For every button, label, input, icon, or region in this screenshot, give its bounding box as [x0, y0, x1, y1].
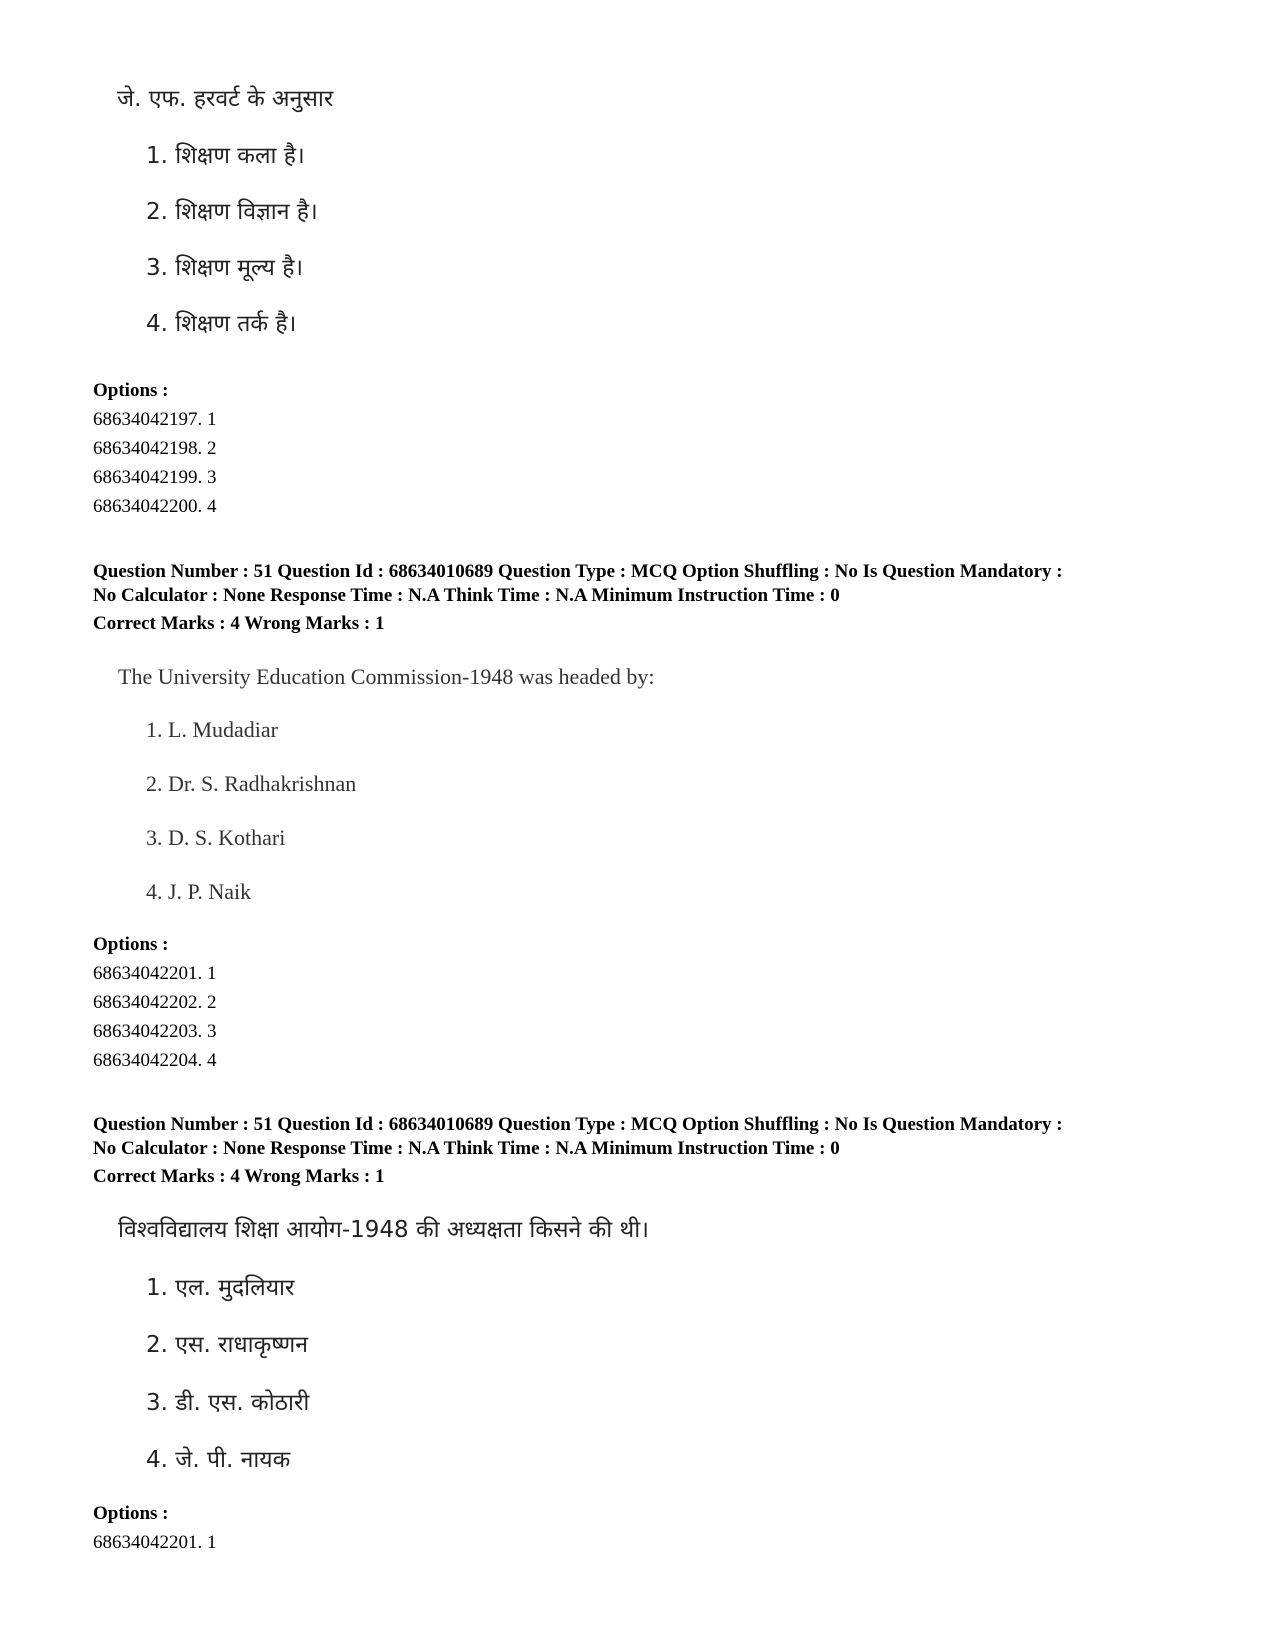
question-choice: 1. L. Mudadiar	[146, 717, 278, 742]
options-label: Options :	[93, 934, 169, 955]
option-row: 68634042201. 1	[93, 963, 217, 984]
question-choice: 2. शिक्षण विज्ञान है।	[146, 199, 318, 225]
option-row: 68634042202. 2	[93, 992, 217, 1013]
option-row: 68634042204. 4	[93, 1050, 217, 1071]
question-header: Question Number : 51 Question Id : 68634010689 Question Type : MCQ Option Shuffling : No Is Question Mandatory :	[93, 1114, 1063, 1135]
question-choice: 4. शिक्षण तर्क है।	[146, 311, 297, 337]
question-header: Question Number : 51 Question Id : 68634010689 Question Type : MCQ Option Shuffling : No Is Question Mandatory :	[93, 561, 1063, 582]
question-choice: 2. एस. राधाकृष्णन	[146, 1332, 309, 1358]
question-choice: 1. एल. मुदलियार	[146, 1275, 295, 1301]
option-row: 68634042199. 3	[93, 467, 217, 488]
question-header: No Calculator : None Response Time : N.A Think Time : N.A Minimum Instruction Time : 0	[93, 585, 840, 606]
question-marks: Correct Marks : 4 Wrong Marks : 1	[93, 613, 385, 634]
question-header: No Calculator : None Response Time : N.A Think Time : N.A Minimum Instruction Time : 0	[93, 1138, 840, 1159]
question-marks: Correct Marks : 4 Wrong Marks : 1	[93, 1166, 385, 1187]
options-label: Options :	[93, 1503, 169, 1524]
question-choice: 3. शिक्षण मूल्य है।	[146, 255, 304, 281]
question-stem: जे. एफ. हरवर्ट के अनुसार	[117, 86, 334, 112]
question-choice: 1. शिक्षण कला है।	[146, 143, 305, 169]
option-row: 68634042203. 3	[93, 1021, 217, 1042]
question-stem: विश्वविद्यालय शिक्षा आयोग-1948 की अध्यक्षता किसने की थी।	[118, 1217, 649, 1243]
question-choice: 4. जे. पी. नायक	[146, 1447, 291, 1473]
question-stem: The University Education Commission-1948 was headed by:	[118, 664, 655, 689]
option-row: 68634042200. 4	[93, 496, 217, 517]
question-choice: 4. J. P. Naik	[146, 879, 252, 904]
option-row: 68634042197. 1	[93, 409, 217, 430]
option-row: 68634042198. 2	[93, 438, 217, 459]
question-choice: 3. डी. एस. कोठारी	[146, 1390, 310, 1416]
option-row: 68634042201. 1	[93, 1532, 217, 1553]
options-label: Options :	[93, 380, 169, 401]
question-choice: 2. Dr. S. Radhakrishnan	[146, 771, 357, 796]
question-choice: 3. D. S. Kothari	[146, 825, 286, 850]
